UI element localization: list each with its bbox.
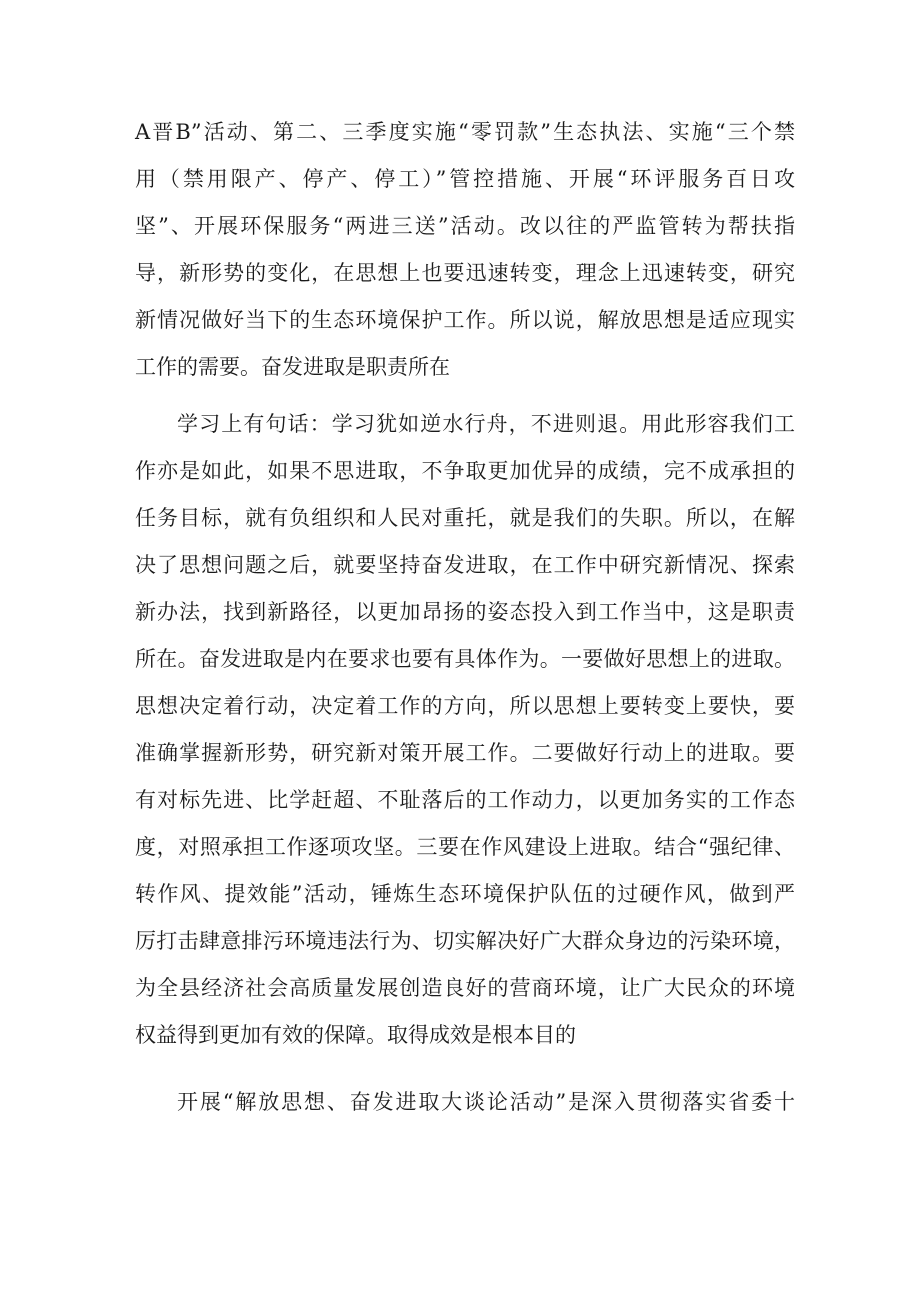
paragraph-2-line-9: 有对标先进、比学赶超、不耻落后的工作动力，以更加务实的工作态 xyxy=(135,788,795,812)
paragraph-1-line-2: 用（禁用限产、停产、停工）”管控措施、开展“环评服务百日攻 xyxy=(135,167,795,191)
paragraph-1-line-5: 新情况做好当下的生态环境保护工作。所以说，解放思想是适应现实 xyxy=(135,308,795,332)
paragraph-1-line-3: 坚”、开展环保服务“两进三送”活动。改以往的严监管转为帮扶指 xyxy=(135,214,795,238)
paragraph-2-line-10: 度，对照承担工作逐项攻坚。三要在作风建设上进取。结合“强纪律、 xyxy=(135,835,795,859)
paragraph-1-line-1: A晋B”活动、第二、三季度实施“零罚款”生态执法、实施“三个禁 xyxy=(135,120,795,144)
paragraph-2-line-13: 为全县经济社会高质量发展创造良好的营商环境，让广大民众的环境 xyxy=(135,976,795,1000)
paragraph-2-line-1: 学习上有句话：学习犹如逆水行舟，不进则退。用此形容我们工 xyxy=(177,412,795,436)
paragraph-3-line-1: 开展“解放思想、奋发进取大谈论活动”是深入贯彻落实省委十 xyxy=(177,1090,795,1114)
paragraph-2-line-14: 权益得到更加有效的保障。取得成效是根本目的 xyxy=(135,1023,576,1047)
paragraph-2-line-12: 厉打击肆意排污环境违法行为、切实解决好广大群众身边的污染环境， xyxy=(135,929,795,953)
paragraph-2-line-11: 转作风、提效能”活动，锤炼生态环境保护队伍的过硬作风，做到严 xyxy=(135,882,795,906)
paragraph-1-line-6: 工作的需要。奋发进取是职责所在 xyxy=(135,355,450,379)
paragraph-2-line-4: 决了思想问题之后，就要坚持奋发进取，在工作中研究新情况、探索 xyxy=(135,553,795,577)
paragraph-1-line-4: 导，新形势的变化，在思想上也要迅速转变，理念上迅速转变，研究 xyxy=(135,261,795,285)
paragraph-2-line-3: 任务目标，就有负组织和人民对重托，就是我们的失职。所以，在解 xyxy=(135,506,795,530)
paragraph-2-line-5: 新办法，找到新路径，以更加昂扬的姿态投入到工作当中，这是职责 xyxy=(135,600,795,624)
paragraph-2-line-2: 作亦是如此，如果不思进取，不争取更加优异的成绩，完不成承担的 xyxy=(135,459,795,483)
paragraph-2-line-7: 思想决定着行动，决定着工作的方向，所以思想上要转变上要快，要 xyxy=(135,694,795,718)
paragraph-2-line-8: 准确掌握新形势，研究新对策开展工作。二要做好行动上的进取。要 xyxy=(135,741,795,765)
paragraph-2-line-6: 所在。奋发进取是内在要求也要有具体作为。一要做好思想上的进取。 xyxy=(135,647,795,671)
